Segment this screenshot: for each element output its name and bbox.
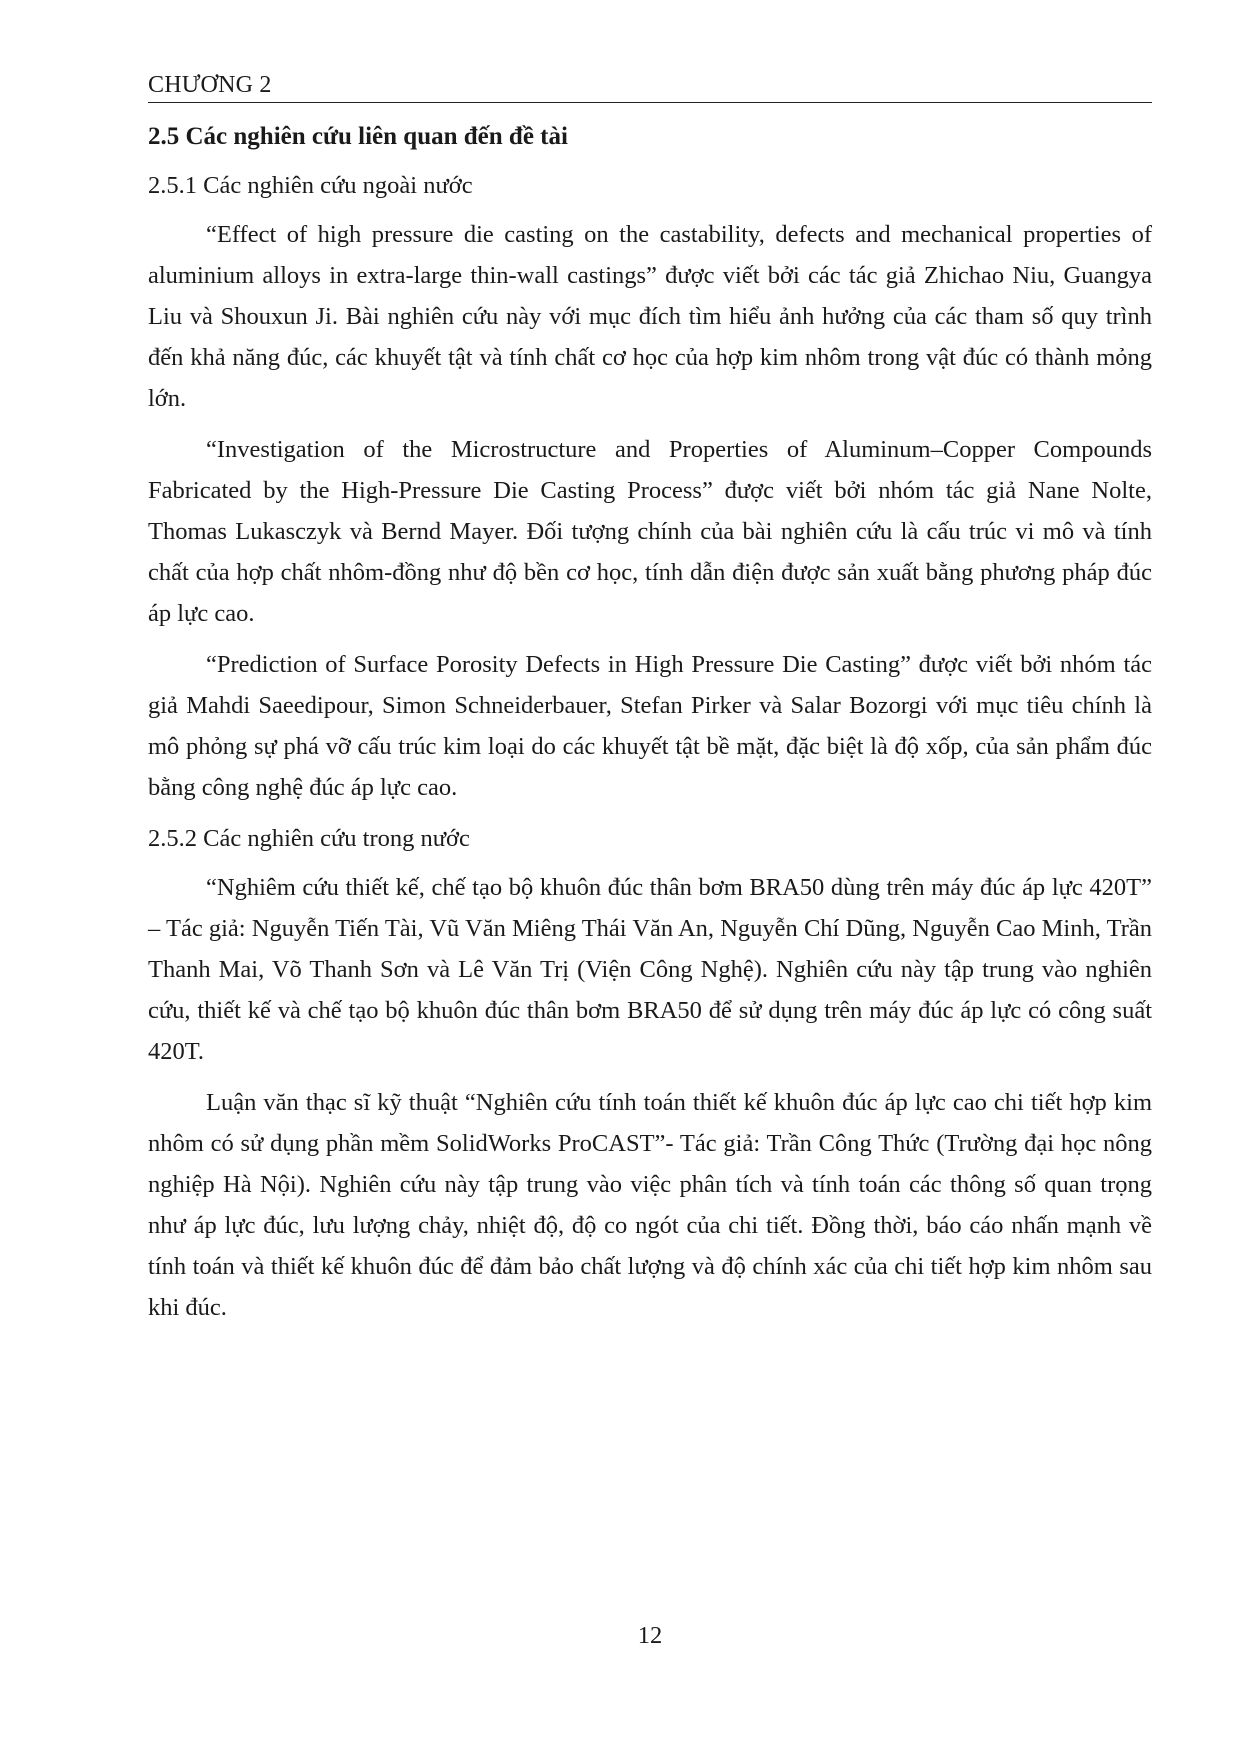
section-title: 2.5 Các nghiên cứu liên quan đến đề tài (148, 123, 568, 150)
paragraph: “Prediction of Surface Porosity Defects in High Pressure Die Casting” được viết bởi nhóm tác giả Mahdi Saeedipour, Simon Schneiderbauer, Stefan Pirker và Salar Bozorgi với mục tiêu chính là mô phỏng sự phá vỡ cấu trúc kim loại do các khuyết tật bề mặt, đặc biệt là độ xốp, của sản phẩm đúc bằng công nghệ đúc áp lực cao. (148, 651, 1152, 801)
chapter-header: CHƯƠNG 2 (148, 72, 272, 98)
subsection-title-foreign: 2.5.1 Các nghiên cứu ngoài nước (148, 172, 473, 199)
paragraph: Luận văn thạc sĩ kỹ thuật “Nghiên cứu tính toán thiết kế khuôn đúc áp lực cao chi tiết hợp kim nhôm có sử dụng phần mềm SolidWorks ProCAST”- Tác giả: Trần Công Thức (Trường đại học nông nghiệp Hà Nội). Nghiên cứu này tập trung vào việc phân tích và tính toán các thông số quan trọng như áp lực đúc, lưu lượng chảy, nhiệt độ, độ co ngót của chi tiết. Đồng thời, báo cáo nhấn mạnh về tính toán và thiết kế khuôn đúc để đảm bảo chất lượng và độ chính xác của chi tiết hợp kim nhôm sau khi đúc. (148, 1089, 1152, 1321)
page-number: 12 (637, 1622, 663, 1649)
paragraph: “Investigation of the Microstructure and Properties of Aluminum–Copper Compounds Fabricated by the High-Pressure Die Casting Process” được viết bởi nhóm tác giả Nane Nolte, Thomas Lukasczyk và Bernd Mayer. Đối tượng chính của bài nghiên cứu là cấu trúc vi mô và tính chất của hợp chất nhôm-đồng như độ bền cơ học, tính dẫn điện được sản xuất bằng phương pháp đúc áp lực cao. (148, 436, 1152, 627)
header-divider (148, 102, 1152, 103)
subsection-title-domestic: 2.5.2 Các nghiên cứu trong nước (148, 825, 470, 852)
paragraph: “Effect of high pressure die casting on the castability, defects and mechanical properties of aluminium alloys in extra-large thin-wall castings” được viết bởi các tác giả Zhichao Niu, Guangya Liu và Shouxun Ji. Bài nghiên cứu này với mục đích tìm hiểu ảnh hưởng của các tham số quy trình đến khả năng đúc, các khuyết tật và tính chất cơ học của hợp kim nhôm trong vật đúc có thành mỏng lớn. (148, 221, 1152, 412)
page-body (148, 116, 1152, 1338)
paragraph: “Nghiêm cứu thiết kế, chế tạo bộ khuôn đúc thân bơm BRA50 dùng trên máy đúc áp lực 420T” – Tác giả: Nguyễn Tiến Tài, Vũ Văn Miêng Thái Văn An, Nguyễn Chí Dũng, Nguyễn Cao Minh, Trần Thanh Mai, Võ Thanh Sơn và Lê Văn Trị (Viện Công Nghệ). Nghiên cứu này tập trung vào nghiên cứu, thiết kế và chế tạo bộ khuôn đúc thân bơm BRA50 để sử dụng trên máy đúc áp lực có công suất 420T. (148, 874, 1152, 1065)
